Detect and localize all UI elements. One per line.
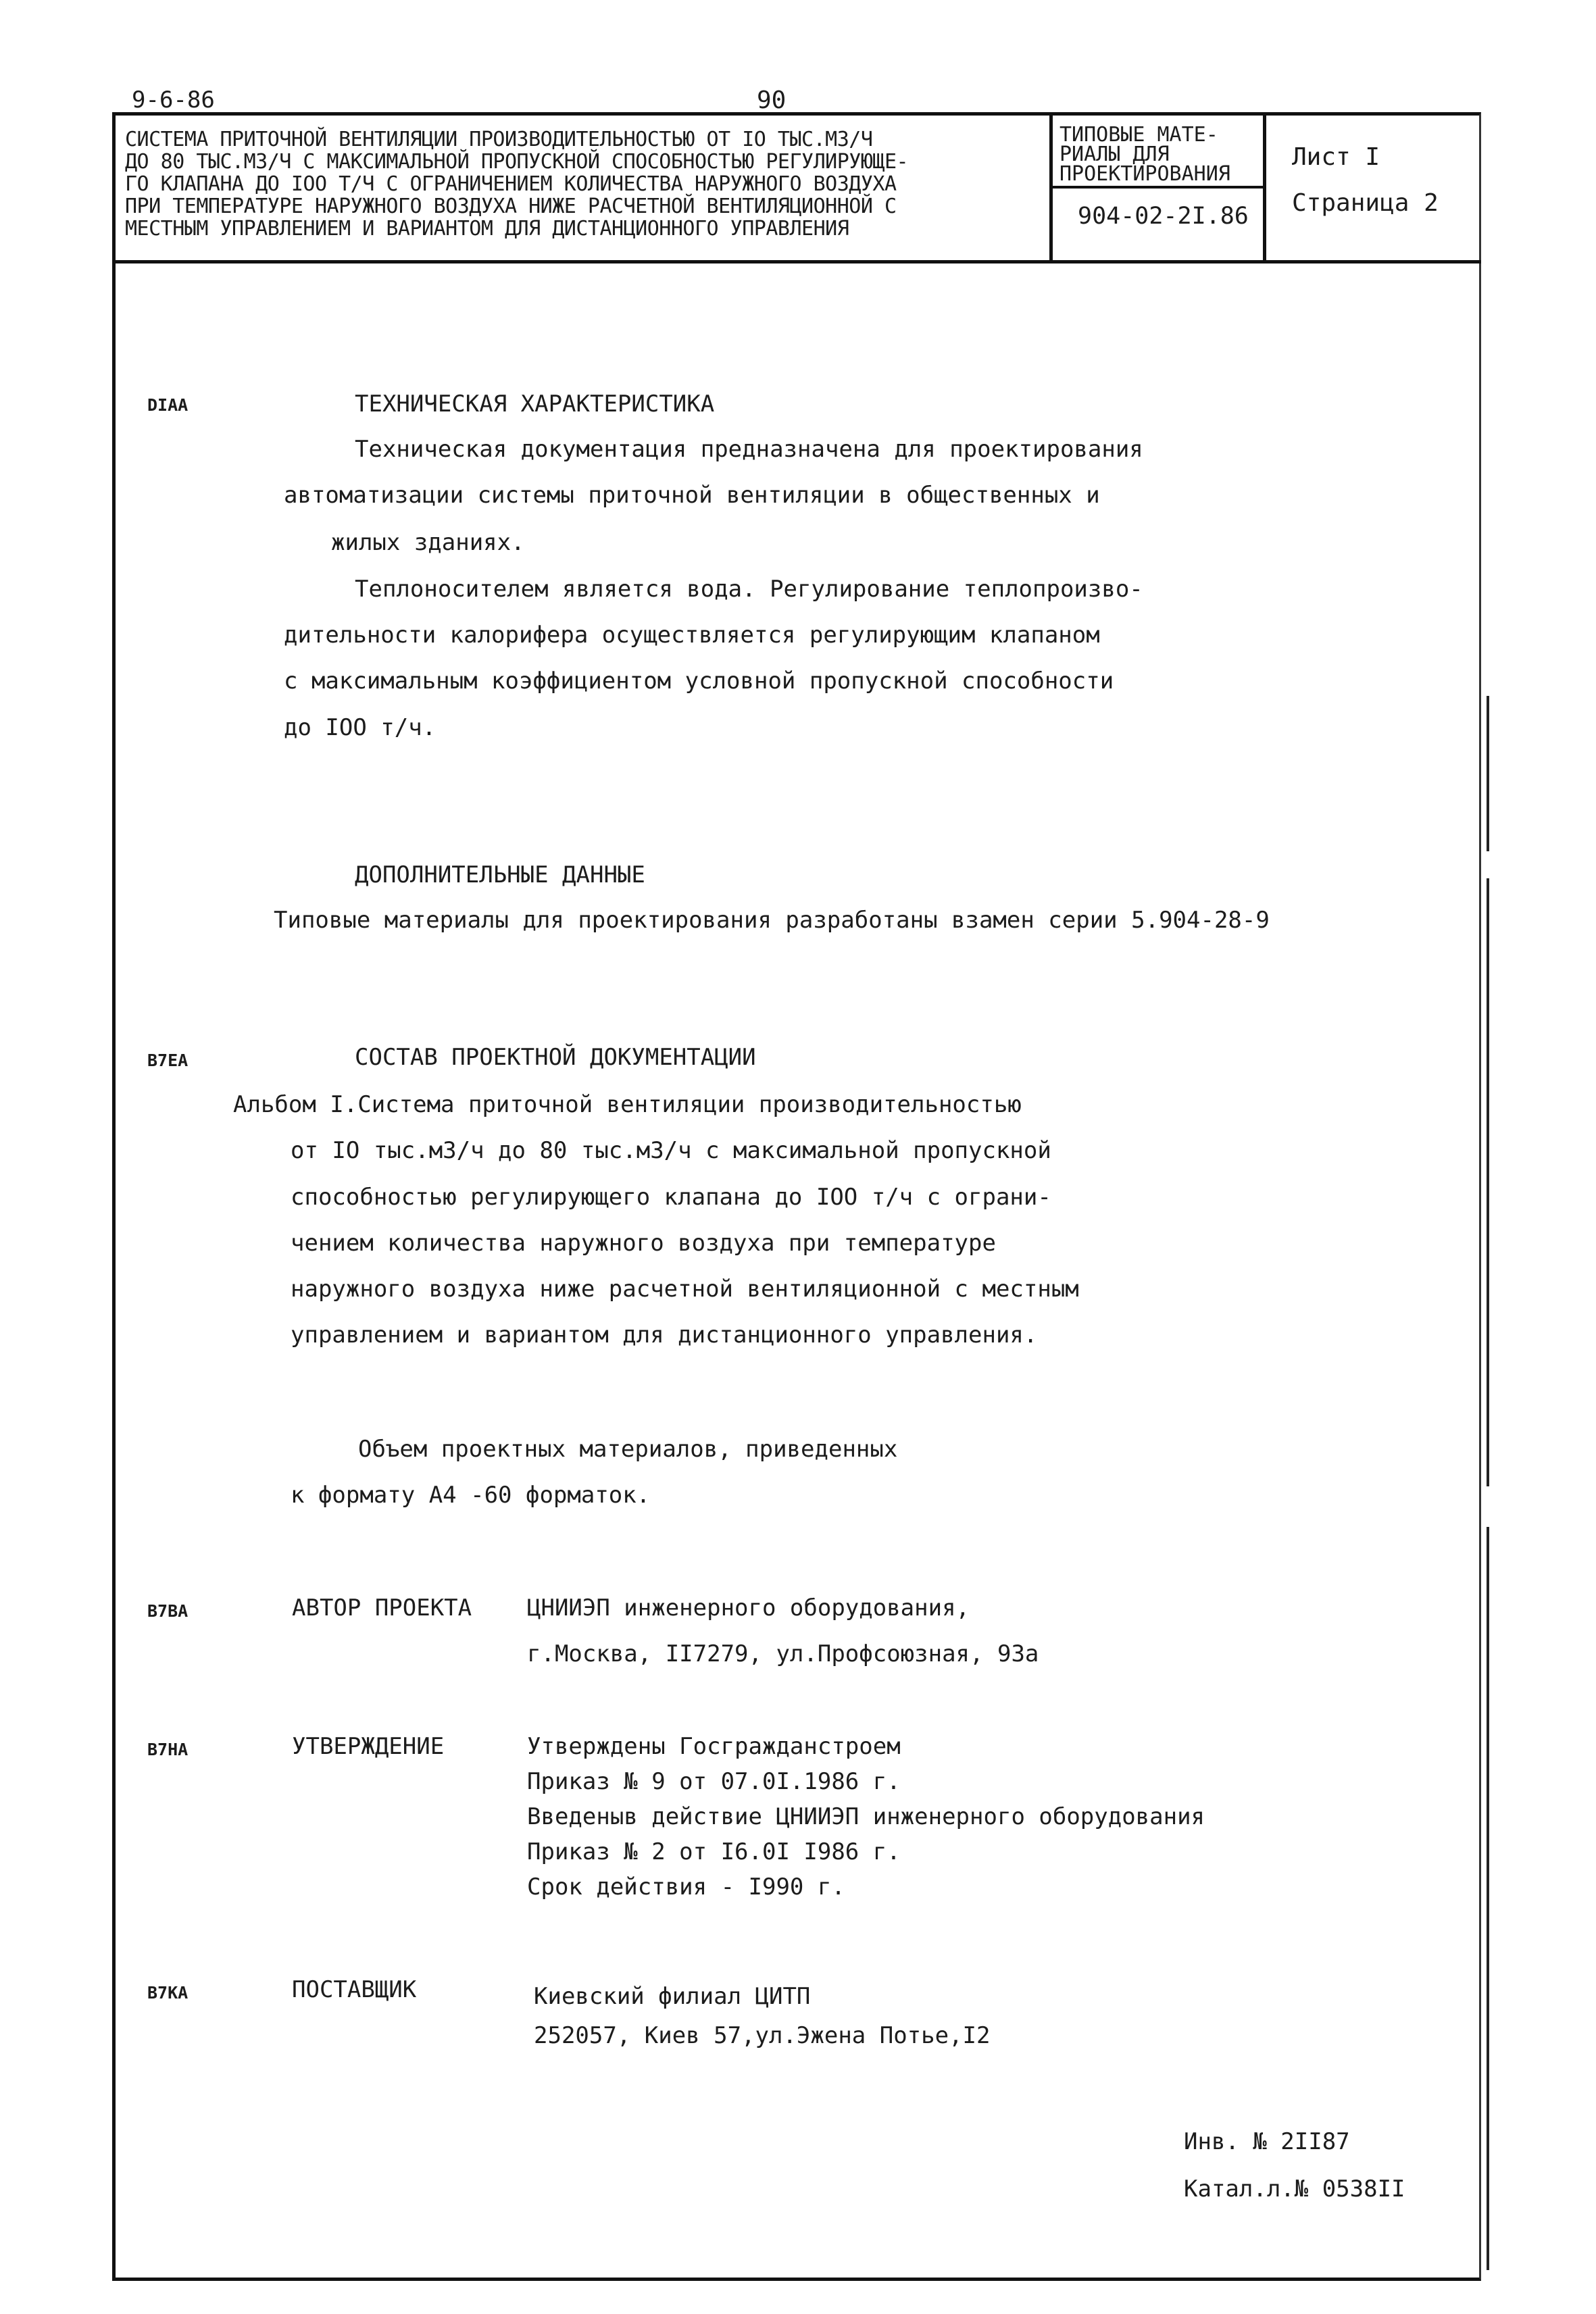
header-title xyxy=(125,128,1044,240)
body-line: до IOO т/ч. xyxy=(284,714,437,741)
header-code: 904-02-2I.86 xyxy=(1078,203,1249,230)
body-line: наружного воздуха ниже расчетной вентиляционной с местным xyxy=(291,1276,1079,1303)
body-line: к формату А4 -60 форматок. xyxy=(291,1482,651,1509)
body-line: Альбом I.Система приточной вентиляции производительностью xyxy=(233,1091,1022,1118)
body-line: Киевский филиал ЦИТП xyxy=(534,1983,811,2010)
body-line: Утверждены Госгражданстроем xyxy=(527,1733,901,1760)
body-line: Теплоносителем является вода. Регулирование теплопроизво- xyxy=(355,576,1143,603)
body-line: дительности калорифера осуществляется регулирующим клапаном xyxy=(284,622,1100,649)
body-line: Введеныв действие ЦНИИЭП инженерного оборудования xyxy=(527,1803,1205,1830)
header-title-line: ГО КЛАПАНА ДО IOO Т/Ч С ОГРАНИЧЕНИЕМ КОЛИЧЕСТВА НАРУЖНОГО ВОЗДУХА xyxy=(125,172,897,196)
body-line: ЦНИИЭП инженерного оборудования, xyxy=(527,1594,970,1621)
scan-edge-mark xyxy=(1487,878,1489,1486)
scan-edge-mark xyxy=(1487,696,1489,851)
section-heading: СОСТАВ ПРОЕКТНОЙ ДОКУМЕНТАЦИИ xyxy=(355,1044,756,1071)
document-date: 9-6-86 xyxy=(132,86,215,114)
section-code: B7EA xyxy=(147,1051,189,1070)
body-line: с максимальным коэффициентом условной пропускной способности xyxy=(284,668,1114,695)
section-code: DIAA xyxy=(147,395,189,415)
body-line: Типовые материалы для проектирования разработаны взамен серии 5.904-28-9 xyxy=(274,907,1270,934)
header-sheet: Лист I xyxy=(1292,143,1380,171)
inventory-number: Инв. № 2II87 xyxy=(1184,2128,1350,2155)
section-label: ПОСТАВЩИК xyxy=(292,1976,417,2003)
header-title-line: ДО 80 ТЫС.М3/Ч С МАКСИМАЛЬНОЙ ПРОПУСКНОЙ СПОСОБНОСТЬЮ РЕГУЛИРУЮЩЕ- xyxy=(125,150,909,174)
body-line: чением количества наружного воздуха при температуре xyxy=(291,1230,996,1257)
body-line: от IO тыс.м3/ч до 80 тыс.м3/ч с максимальной пропускной xyxy=(291,1137,1051,1164)
body-line: автоматизации системы приточной вентиляции в общественных и xyxy=(284,482,1100,509)
body-line: Приказ № 9 от 07.0I.1986 г. xyxy=(527,1768,901,1795)
body-line: Техническая документация предназначена для проектирования xyxy=(355,436,1143,463)
header-page: Страница 2 xyxy=(1292,189,1439,217)
body-line: жилых зданиях. xyxy=(331,529,525,556)
body-line: 252057, Киев 57,ул.Эжена Потье,I2 xyxy=(534,2022,991,2049)
section-code: B7BA xyxy=(147,1601,189,1621)
body-line: способностью регулирующего клапана до IOO т/ч с ограни- xyxy=(291,1184,1051,1211)
scan-edge-mark xyxy=(1487,1527,1489,2270)
body-line: Объем проектных материалов, приведенных xyxy=(358,1436,898,1463)
body-line: управлением и вариантом для дистанционного управления. xyxy=(291,1322,1038,1349)
header-series-line: РИАЛЫ ДЛЯ xyxy=(1059,143,1170,166)
section-heading: ДОПОЛНИТЕЛЬНЫЕ ДАННЫЕ xyxy=(355,861,645,888)
header-divider xyxy=(112,260,1481,263)
header-code-divider xyxy=(1049,186,1264,188)
section-label: УТВЕРЖДЕНИЕ xyxy=(292,1733,445,1760)
section-code: B7HA xyxy=(147,1740,189,1759)
section-code: B7KA xyxy=(147,1983,189,2003)
header-series xyxy=(1059,125,1262,184)
body-line: Приказ № 2 от I6.0I I986 г. xyxy=(527,1838,901,1865)
section-heading: ТЕХНИЧЕСКАЯ ХАРАКТЕРИСТИКА xyxy=(355,391,715,418)
page-number: 90 xyxy=(757,86,787,114)
header-series-line: ПРОЕКТИРОВАНИЯ xyxy=(1059,162,1230,186)
header-title-line: МЕСТНЫМ УПРАВЛЕНИЕМ И ВАРИАНТОМ ДЛЯ ДИСТАНЦИОННОГО УПРАВЛЕНИЯ xyxy=(125,217,849,241)
header-series-line: ТИПОВЫЕ МАТЕ- xyxy=(1059,123,1218,147)
header-title-line: ПРИ ТЕМПЕРАТУРЕ НАРУЖНОГО ВОЗДУХА НИЖЕ РАСЧЕТНОЙ ВЕНТИЛЯЦИОННОЙ С xyxy=(125,195,897,218)
body-line: г.Москва, II7279, ул.Профсоюзная, 93а xyxy=(527,1640,1039,1667)
catalog-number: Катал.л.№ 0538II xyxy=(1184,2175,1405,2203)
section-label: АВТОР ПРОЕКТА xyxy=(292,1594,472,1621)
header-title-line: СИСТЕМА ПРИТОЧНОЙ ВЕНТИЛЯЦИИ ПРОИЗВОДИТЕЛЬНОСТЬЮ ОТ IO ТЫС.М3/Ч xyxy=(125,128,873,151)
body-line: Срок действия - I990 г. xyxy=(527,1873,845,1901)
